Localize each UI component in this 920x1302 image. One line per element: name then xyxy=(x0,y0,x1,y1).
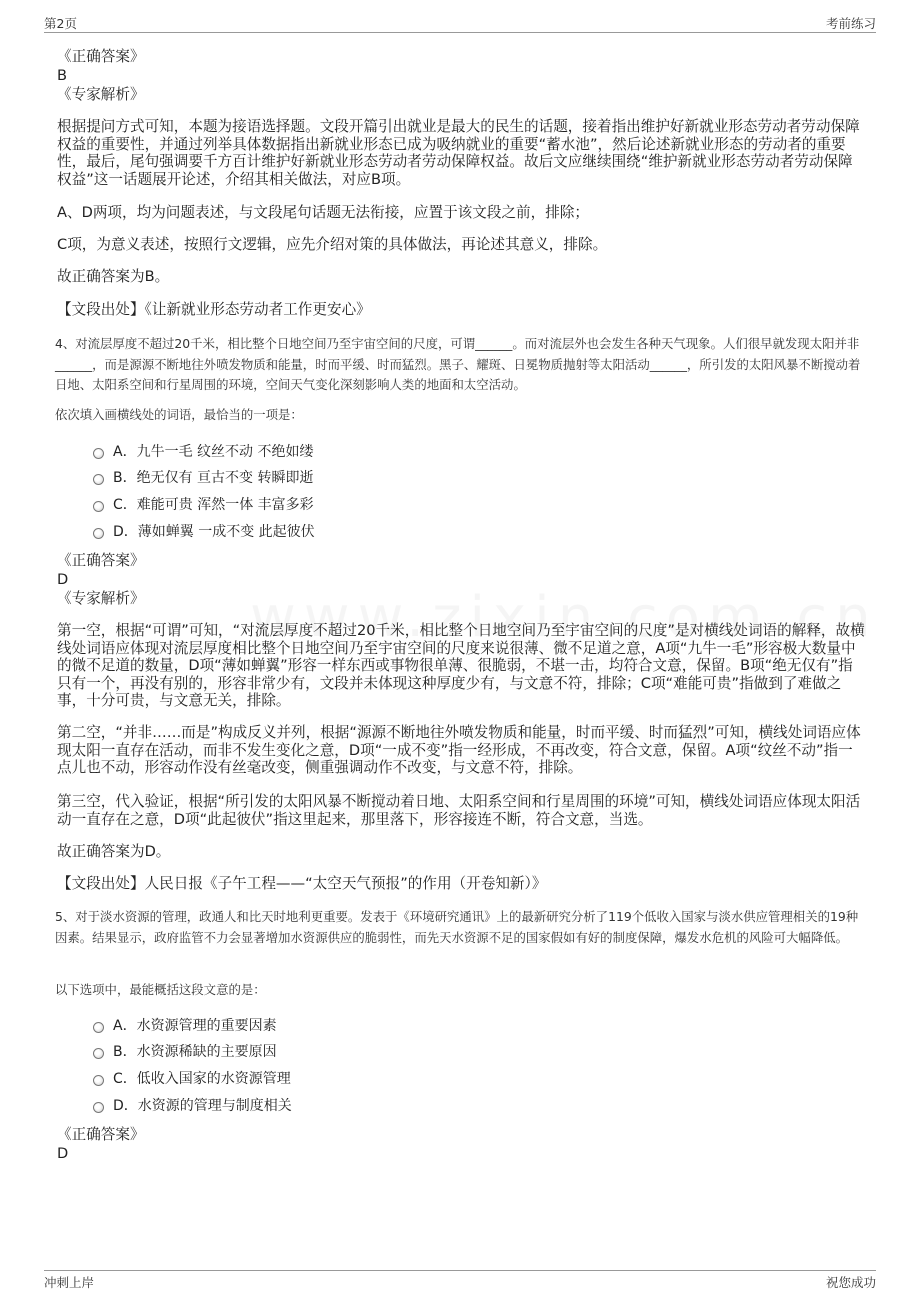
option-label: C．低收入国家的水资源管理 xyxy=(113,1071,291,1087)
analysis-label: 《专家解析》 xyxy=(57,86,145,103)
analysis-paragraph: 第一空，根据“可谓”可知，“对流层厚度不超过20千米，相比整个日地空间乃至宇宙空间的尺度”是对横线处词语的解释，故横线处词语应体现对流层厚度相比整个日地空间乃至宇宙空间的尺度来说很薄、微不足道之意，A项“九牛一毛”形容极大数量中的微不足道的数量，D项“薄如蝉翼”形容一样东西或事物很单薄、很脆弱，不堪一击，均符合文意，保留。B项“绝无仅有”指只有一个，再没有别的，形容非常少有，文段并未体现这种厚度少有，与文意不符，排除；C项“难能可贵”指做到了难做之事，十分可贵，与文意无关，排除。 xyxy=(57,622,865,710)
option-d[interactable] xyxy=(93,521,315,541)
option-label: B．水资源稀缺的主要原因 xyxy=(113,1044,277,1060)
analysis-paragraph: 故正确答案为B。 xyxy=(57,268,170,285)
option-label: D．薄如蝉翼 一成不变 此起彼伏 xyxy=(113,524,315,540)
q5-answer-block xyxy=(57,1125,867,1163)
answer-label: 《正确答案》 xyxy=(57,1126,145,1143)
radio-icon[interactable] xyxy=(93,1075,104,1086)
option-label: B．绝无仅有 亘古不变 转瞬即逝 xyxy=(113,470,314,486)
answer-value: D xyxy=(57,1145,69,1162)
q3-answer-block xyxy=(57,47,867,104)
option-label: A．水资源管理的重要因素 xyxy=(113,1018,277,1034)
radio-icon[interactable] xyxy=(93,1022,104,1033)
option-label: D．水资源的管理与制度相关 xyxy=(113,1098,292,1114)
option-c[interactable] xyxy=(93,494,314,514)
radio-icon[interactable] xyxy=(93,1048,104,1059)
answer-label: 《正确答案》 xyxy=(57,552,145,569)
option-label: A．九牛一毛 纹丝不动 不绝如缕 xyxy=(113,444,314,460)
answer-value: D xyxy=(57,571,69,588)
option-a[interactable] xyxy=(93,1015,277,1035)
radio-icon[interactable] xyxy=(93,448,104,459)
q4-answer-block xyxy=(57,551,867,608)
answer-value: B xyxy=(57,67,68,84)
analysis-paragraph: 第二空，“并非……而是”构成反义并列，根据“源源不断地往外喷发物质和能量，时而平缓、时而猛烈”可知，横线处词语应体现太阳一直存在活动，而非不发生变化之意，D项“一成不变”指一经形成，不再改变，符合文意，保留。A项“纹丝不动”指一点儿也不动，形容动作没有丝毫改变，侧重强调动作不改变，与文意不符，排除。 xyxy=(57,724,861,777)
page-number: 第2页 xyxy=(44,16,77,31)
radio-icon[interactable] xyxy=(93,528,104,539)
radio-icon[interactable] xyxy=(93,474,104,485)
question-5-prompt: 以下选项中，最能概括这段文意的是： xyxy=(55,982,266,997)
option-c[interactable] xyxy=(93,1068,291,1088)
option-a[interactable] xyxy=(93,441,313,461)
analysis-paragraph: A、D两项，均为问题表述，与文段尾句话题无法衔接，应置于该文段之前，排除； xyxy=(57,204,590,221)
option-label: C．难能可贵 浑然一体 丰富多彩 xyxy=(113,497,314,513)
radio-icon[interactable] xyxy=(93,1102,104,1113)
option-d[interactable] xyxy=(93,1095,292,1115)
analysis-paragraph: 根据提问方式可知，本题为接语选择题。文段开篇引出就业是最大的民生的话题，接着指出维护好新就业形态劳动者劳动保障权益的重要性，并通过列举具体数据指出新就业形态已成为吸纳就业的重要“蓄水池”，然后论述新就业形态的劳动者的重要性，最后，尾句强调要千方百计维护好新就业形态劳动者劳动保障权益。故后文应继续围绕“维护新就业形态劳动者劳动保障权益”这一话题展开论述，介绍其相关做法，对应B项。 xyxy=(57,118,860,188)
source-citation: 【文段出处】《让新就业形态劳动者工作更安心》 xyxy=(57,301,371,318)
analysis-paragraph: C项，为意义表述，按照行文逻辑，应先介绍对策的具体做法，再论述其意义，排除。 xyxy=(57,236,608,253)
analysis-paragraph: 故正确答案为D。 xyxy=(57,843,171,860)
page-header xyxy=(44,12,876,33)
footer-left: 冲刺上岸 xyxy=(44,1275,95,1290)
radio-icon[interactable] xyxy=(93,501,104,512)
footer-right: 祝您成功 xyxy=(825,1275,876,1290)
option-b[interactable] xyxy=(93,1041,277,1061)
analysis-paragraph: 第三空，代入验证，根据“所引发的太阳风暴不断搅动着日地、太阳系空间和行星周围的环境”可知，横线处词语应体现太阳活动一直存在之意，D项“此起彼伏”指这里起来，那里落下，形容接连不断，符合文意，当选。 xyxy=(57,793,861,828)
question-5-text: 5、对于淡水资源的管理，政通人和比天时地利更重要。发表于《环境研究通讯》上的最新研究分析了119个低收入国家与淡水供应管理相关的19种因素。结果显示，政府监管不力会显著增加水资源供应的脆弱性，而先天水资源不足的国家假如有好的制度保障，爆发水危机的风险可大幅降低。 xyxy=(55,909,859,945)
answer-label: 《正确答案》 xyxy=(57,48,145,65)
source-citation: 【文段出处】人民日报《子午工程——“太空天气预报”的作用（开卷知新）》 xyxy=(57,875,547,892)
analysis-label: 《专家解析》 xyxy=(57,590,145,607)
option-b[interactable] xyxy=(93,467,314,487)
page-footer xyxy=(44,1270,876,1293)
question-4-text: 4、对流层厚度不超过20千米，相比整个日地空间乃至宇宙空间的尺度，可谓______。而对流层外也会发生各种天气现象。人们很早就发现太阳并非______，而是源源不断地往外喷发物质和能量，时而平缓、时而猛烈。黑子、耀斑、日冕物质抛射等太阳活动______，所引发的太阳风暴不断搅动着日地、太阳系空间和行星周围的环境，空间天气变化深刻影响人类的地面和太空活动。 xyxy=(55,336,861,392)
header-title: 考前练习 xyxy=(825,16,876,31)
question-4-prompt: 依次填入画横线处的词语，最恰当的一项是： xyxy=(55,407,303,422)
